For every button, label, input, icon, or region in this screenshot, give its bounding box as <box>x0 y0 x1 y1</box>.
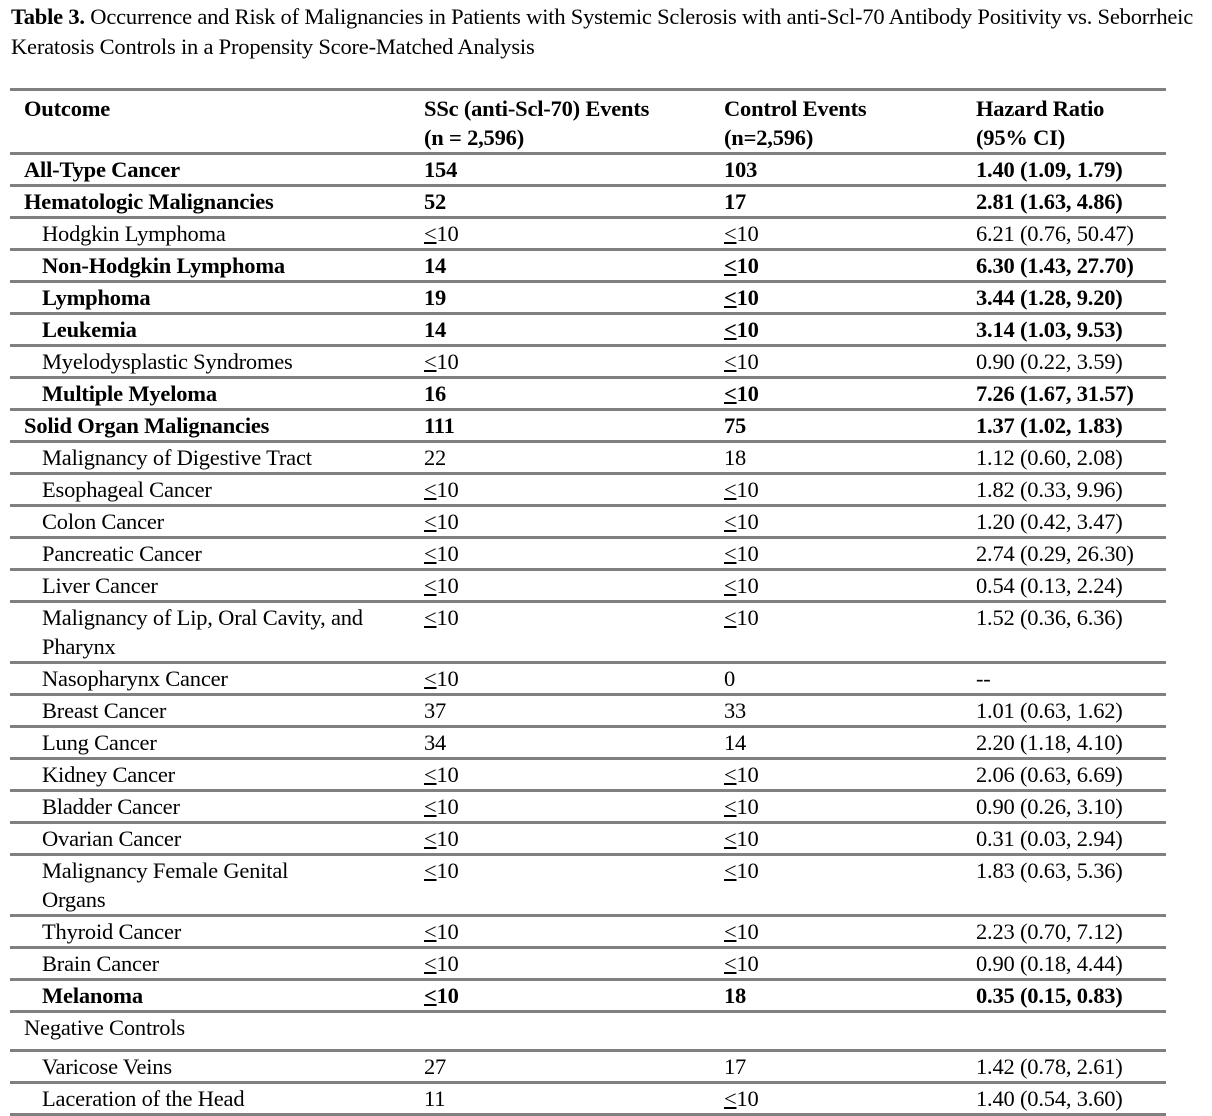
table-row: Hodgkin Lymphoma <10 <10 6.21 (0.76, 50.47) <box>10 218 1166 250</box>
header-hazard-ratio: Hazard Ratio (95% CI) <box>976 96 1105 150</box>
table-row: Hematologic Malignancies 52 17 2.81 (1.63, 4.86) <box>10 186 1166 218</box>
table-row: Lymphoma 19 <10 3.44 (1.28, 9.20) <box>10 282 1166 314</box>
table-row: Brain Cancer <10 <10 0.90 (0.18, 4.44) <box>10 948 1166 980</box>
table-row: Solid Organ Malignancies 111 75 1.37 (1.02, 1.83) <box>10 410 1166 442</box>
table-caption <box>11 2 1201 62</box>
table-caption-text: Occurrence and Risk of Malignancies in Patients with Systemic Sclerosis with anti-Scl-70 Antibody Positivity vs. Seborrheic Keratosis Controls in a Propensity Score-Matched Analysis <box>11 4 1194 59</box>
table-row: Malignancy of Lip, Oral Cavity, and Pharynx <10 <10 1.52 (0.36, 6.36) <box>10 602 1166 663</box>
table-row: Melanoma <10 18 0.35 (0.15, 0.83) <box>10 980 1166 1012</box>
table-row: Colon Cancer <10 <10 1.20 (0.42, 3.47) <box>10 506 1166 538</box>
table-row: Bladder Cancer <10 <10 0.90 (0.26, 3.10) <box>10 791 1166 823</box>
table-row: Lung Cancer 34 14 2.20 (1.18, 4.10) <box>10 727 1166 759</box>
table-row: Malignancy of Digestive Tract 22 18 1.12 (0.60, 2.08) <box>10 442 1166 474</box>
header-control-events: Control Events (n=2,596) <box>724 96 867 150</box>
table-row: Multiple Myeloma 16 <10 7.26 (1.67, 31.57) <box>10 378 1166 410</box>
table-row: Esophageal Cancer <10 <10 1.82 (0.33, 9.96) <box>10 474 1166 506</box>
table-row: Non-Hodgkin Lymphoma 14 <10 6.30 (1.43, 27.70) <box>10 250 1166 282</box>
table-row: Breast Cancer 37 33 1.01 (0.63, 1.62) <box>10 695 1166 727</box>
header-outcome: Outcome <box>24 96 111 121</box>
table-row: All-Type Cancer 154 103 1.40 (1.09, 1.79) <box>10 154 1166 186</box>
table-row: Myelodysplastic Syndromes <10 <10 0.90 (0.22, 3.59) <box>10 346 1166 378</box>
table-row: Ovarian Cancer <10 <10 0.31 (0.03, 2.94) <box>10 823 1166 855</box>
table-section-row: Negative Controls <box>10 1012 1166 1051</box>
table-row: Laceration of the Head 11 <10 1.40 (0.54, 3.60) <box>10 1083 1166 1115</box>
header-ssc-events: SSc (anti-Scl-70) Events (n = 2,596) <box>424 96 650 150</box>
table-row: Varicose Veins 27 17 1.42 (0.78, 2.61) <box>10 1051 1166 1083</box>
table-row: Thyroid Cancer <10 <10 2.23 (0.70, 7.12) <box>10 916 1166 948</box>
table-row: Kidney Cancer <10 <10 2.06 (0.63, 6.69) <box>10 759 1166 791</box>
table-row: Malignancy Female Genital Organs <10 <10 1.83 (0.63, 5.36) <box>10 855 1166 916</box>
table-row: Liver Cancer <10 <10 0.54 (0.13, 2.24) <box>10 570 1166 602</box>
table-header-row <box>10 90 1166 154</box>
table-row: Leukemia 14 <10 3.14 (1.03, 9.53) <box>10 314 1166 346</box>
malignancy-risk-table <box>10 88 1166 1116</box>
table-row: Pancreatic Cancer <10 <10 2.74 (0.29, 26.30) <box>10 538 1166 570</box>
table-row: Nasopharynx Cancer <10 0 -- <box>10 663 1166 695</box>
table-label: Table 3. <box>11 4 85 29</box>
